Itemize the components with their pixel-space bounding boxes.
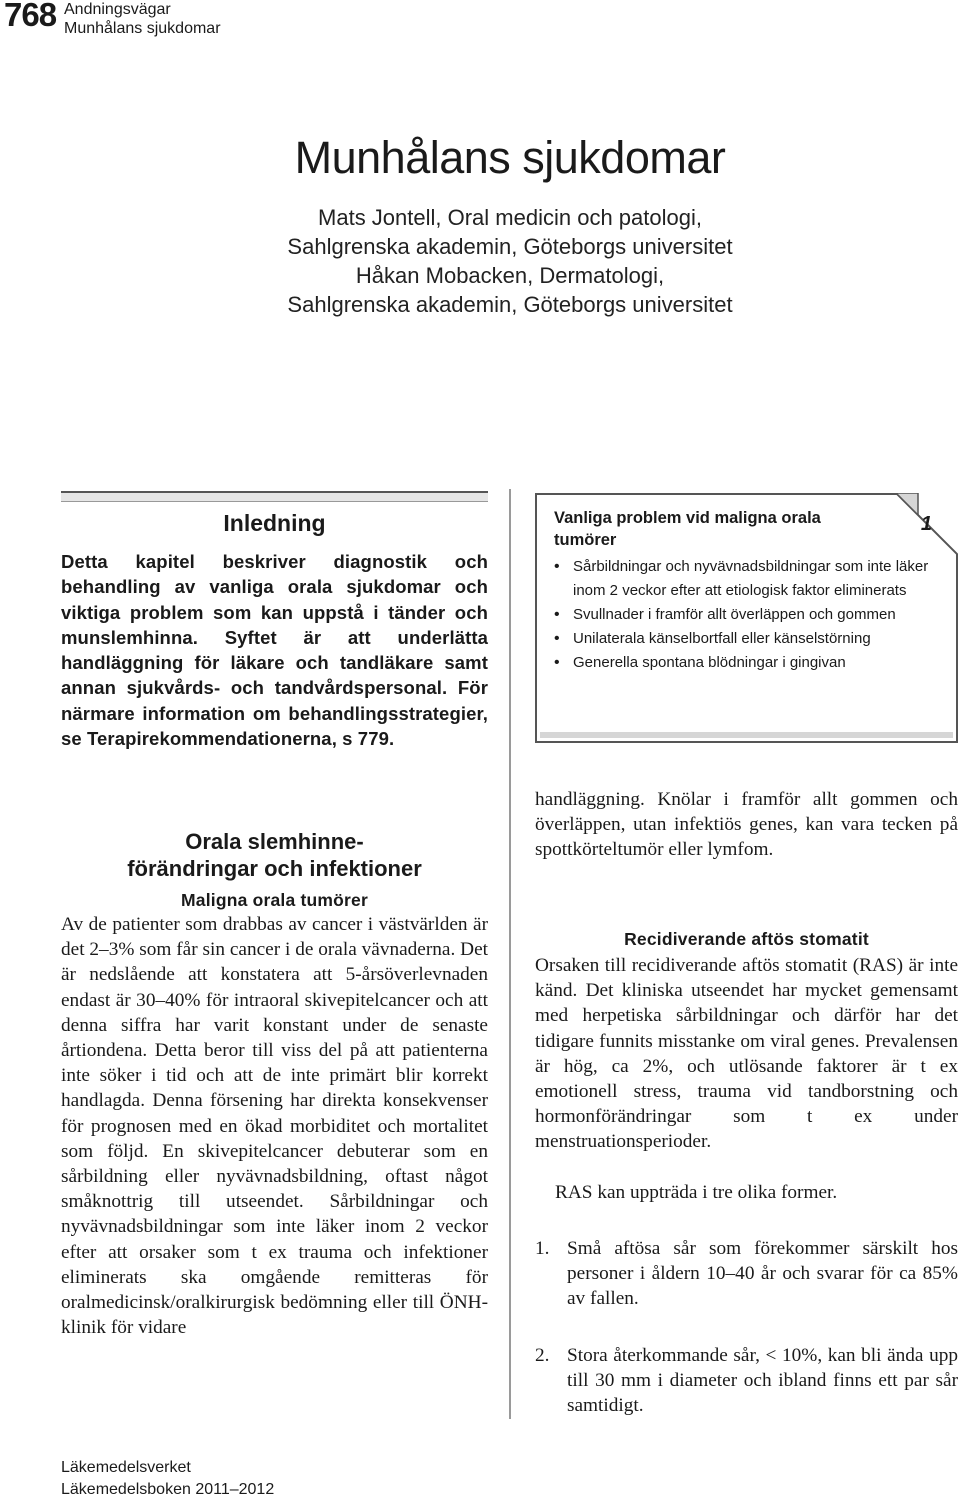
fact-box: [535, 493, 958, 743]
intro-rule: [61, 491, 488, 502]
footer-book: Läkemedelsboken 2011–2012: [61, 1481, 275, 1498]
author-line: Håkan Mobacken, Dermatologi,: [355, 263, 665, 288]
fact-box-item: • Sårbildningar och nyvävnadsbildningar som inte läker inom 2 veckor efter att etiologisk faktor eliminerats: [551, 555, 946, 603]
footer: [61, 1457, 274, 1499]
fact-box-item: • Svullnader i framför allt överläppen och gommen: [551, 603, 946, 627]
numbered-item-number: 1.: [535, 1238, 550, 1259]
intro-text: Detta kapitel beskriver diagnostik och behandling av vanliga orala sjukdomar och viktiga problem som kan uppstå i tänder och munslemhinna. Syftet är att underlätta handläggning för läkare och tandläkare samt annan sjukvårds- och tandvårdspersonal. För närmare information om behandlingsstrategier, se Terapirekommendationerna, s 779.: [61, 551, 488, 750]
chapter-title: Munhålans sjukdomar: [294, 132, 726, 183]
page-number: 768: [4, 0, 57, 33]
subsection-heading: Maligna orala tumörer: [180, 890, 369, 910]
fact-box-title: Vanliga problem vid maligna orala tumörer: [554, 509, 821, 549]
section-heading: [61, 828, 488, 882]
authors: [0, 203, 960, 319]
numbered-item-text: Små aftösa sår som förekommer särskilt hos personer i åldern 10–40 år och svarar för ca 85% av fallen.: [567, 1238, 958, 1310]
fact-box-list: [551, 555, 946, 675]
intro-heading: Inledning: [223, 510, 326, 536]
footer-publisher: Läkemedelsverket: [61, 1459, 191, 1476]
fact-box-item: • Unilaterala känselbortfall eller känselstörning: [551, 627, 946, 651]
author-line: Sahlgrenska akademin, Göteborgs universitet: [287, 234, 733, 259]
column-divider: [509, 489, 511, 1419]
fact-box-number: 1: [920, 513, 932, 535]
numbered-item: [535, 1343, 958, 1419]
section-heading-line: Orala slemhinne-: [185, 829, 364, 854]
author-line: Sahlgrenska akademin, Göteborgs universitet: [287, 292, 733, 317]
numbered-item-text: Stora återkommande sår, < 10%, kan bli ända upp till 30 mm i diameter och ibland finns ett par sår samtidigt.: [567, 1345, 958, 1417]
running-header: [64, 0, 221, 38]
ras-forms-text: RAS kan uppträda i tre olika former.: [555, 1182, 838, 1203]
running-header-section: Andningsvägar: [64, 1, 171, 18]
body-text-right: handläggning. Knölar i framför allt gommen och överläppen, utan infektiös genes, kan vara tecken på spottkörteltumör eller lymfom.: [535, 789, 958, 861]
section-heading-line: förändringar och infektioner: [127, 856, 422, 881]
fact-box-item: • Generella spontana blödningar i gingivan: [551, 651, 946, 675]
running-header-chapter: Munhålans sjukdomar: [64, 20, 221, 37]
numbered-item: [535, 1236, 958, 1312]
author-line: Mats Jontell, Oral medicin och patologi,: [318, 205, 702, 230]
ras-text: Orsaken till recidiverande aftös stomatit (RAS) är inte känd. Det kliniska utseendet har mycket gemensamt med herpetiska sårbildningar och därför har det tidigare funnits misstanke om viral genes. Prevalensen är hög, ca 2%, och utlösande faktorer är t ex emotionell stress, trauma vid tandborstning och hormonförändringar som t ex under menstruationsperioder.: [535, 955, 958, 1153]
body-text-left: Av de patienter som drabbas av cancer i västvärlden är det 2–3% som får sin cancer i de orala vävnaderna. Det är nedslående att konstatera att 5-årsöverlevnaden endast är 30–40% för intraoral skivepitelcancer och att denna siffra har varit konstant under de senaste årtiondena. Detta beror till viss del på att patienterna inte söker i tid och att de inte primärt blir korrekt handlagda. Denna försening har direkta konsekvenser för prognosen med en ökad morbiditet och mortalitet som följd. En skivepitelcancer debuterar som en sårbildning eller nyvävnadsbildning, oftast något småknottrig till utseendet. Sårbildningar och nyvävnadsbildningar som inte läker inom 2 veckor efter att orsaker som t ex trauma och infektioner eliminerats ska omgående remitteras för oralmedicinsk/oralkirurgisk bedömning eller till ÖNH-klinik för vidare: [61, 914, 488, 1339]
numbered-item-number: 2.: [535, 1345, 550, 1366]
ras-heading: Recidiverande aftös stomatit: [624, 929, 869, 949]
intro-box: [61, 491, 488, 751]
